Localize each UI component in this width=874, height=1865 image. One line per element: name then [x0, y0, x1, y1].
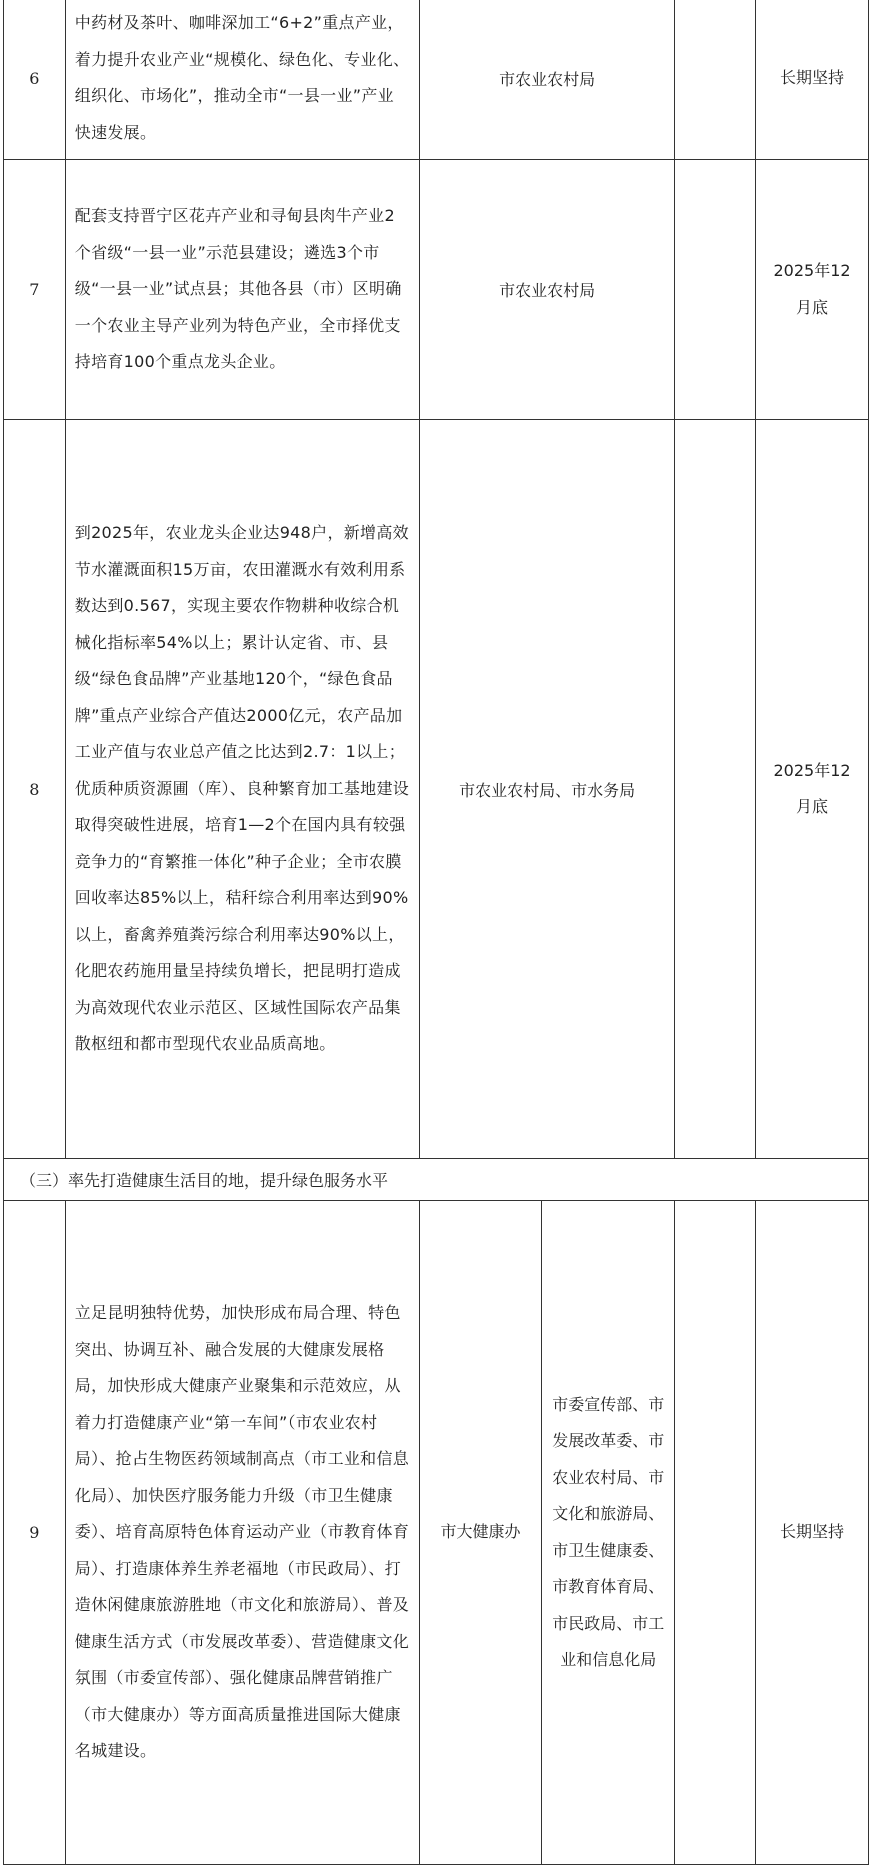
task-cell: 中药材及茶叶、咖啡深加工“6+2”重点产业，着力提升农业产业“规模化、绿色化、专业化、组织化、市场化”，推动全市“一县一业”产业快速发展。: [65, 0, 419, 160]
cooperating-units-cell: 市委宣传部、市发展改革委、市农业农村局、市文化和旅游局、市卫生健康委、市教育体育局、市民政局、市工业和信息化局: [542, 1201, 675, 1865]
blank-cell: [675, 1201, 756, 1865]
row-number: 8: [4, 420, 66, 1159]
table-row: [4, 160, 869, 420]
deadline-cell: 长期坚持: [756, 1201, 869, 1865]
task-table: [3, 0, 869, 1865]
section-heading: （三）率先打造健康生活目的地，提升绿色服务水平: [4, 1159, 869, 1201]
lead-unit-cell: 市农业农村局: [419, 0, 674, 160]
row-number: 6: [4, 0, 66, 160]
lead-unit-cell: 市农业农村局: [419, 160, 674, 420]
row-number: 7: [4, 160, 66, 420]
deadline-cell: 2025年12月底: [756, 420, 869, 1159]
task-cell: 配套支持晋宁区花卉产业和寻甸县肉牛产业2个省级“一县一业”示范县建设；遴选3个市级“一县一业”试点县；其他各县（市）区明确一个农业主导产业列为特色产业，全市择优支持培育100个重点龙头企业。: [65, 160, 419, 420]
table-row: [4, 0, 869, 160]
section-heading-row: [4, 1159, 869, 1201]
task-cell: 到2025年，农业龙头企业达948户，新增高效节水灌溉面积15万亩，农田灌溉水有效利用系数达到0.567，实现主要农作物耕种收综合机械化指标率54%以上；累计认定省、市、县级“绿色食品牌”产业基地120个，“绿色食品牌”重点产业综合产值达2000亿元，农产品加工业产值与农业总产值之比达到2.7：1以上；优质种质资源圃（库）、良种繁育加工基地建设取得突破性进展，培育1—2个在国内具有较强竞争力的“育繁推一体化”种子企业；全市农膜回收率达85%以上，秸秆综合利用率达到90%以上，畜禽养殖粪污综合利用率达90%以上，化肥农药施用量呈持续负增长，把昆明打造成为高效现代农业示范区、区域性国际农产品集散枢纽和都市型现代农业品质高地。: [65, 420, 419, 1159]
deadline-cell: 2025年12月底: [756, 160, 869, 420]
lead-unit-cell: 市大健康办: [419, 1201, 541, 1865]
blank-cell: [675, 0, 756, 160]
blank-cell: [675, 160, 756, 420]
task-cell: 立足昆明独特优势，加快形成布局合理、特色突出、协调互补、融合发展的大健康发展格局，加快形成大健康产业聚集和示范效应，从着力打造健康产业“第一车间”（市农业农村局）、抢占生物医药领域制高点（市工业和信息化局）、加快医疗服务能力升级（市卫生健康委）、培育高原特色体育运动产业（市教育体育局）、打造康体养生养老福地（市民政局）、打造休闲健康旅游胜地（市文化和旅游局）、普及健康生活方式（市发展改革委）、营造健康文化氛围（市委宣传部）、强化健康品牌营销推广（市大健康办）等方面高质量推进国际大健康名城建设。: [65, 1201, 419, 1865]
table-row: [4, 420, 869, 1159]
blank-cell: [675, 420, 756, 1159]
table-row: [4, 1201, 869, 1865]
lead-unit-cell: 市农业农村局、市水务局: [419, 420, 674, 1159]
deadline-cell: 长期坚持: [756, 0, 869, 160]
row-number: 9: [4, 1201, 66, 1865]
